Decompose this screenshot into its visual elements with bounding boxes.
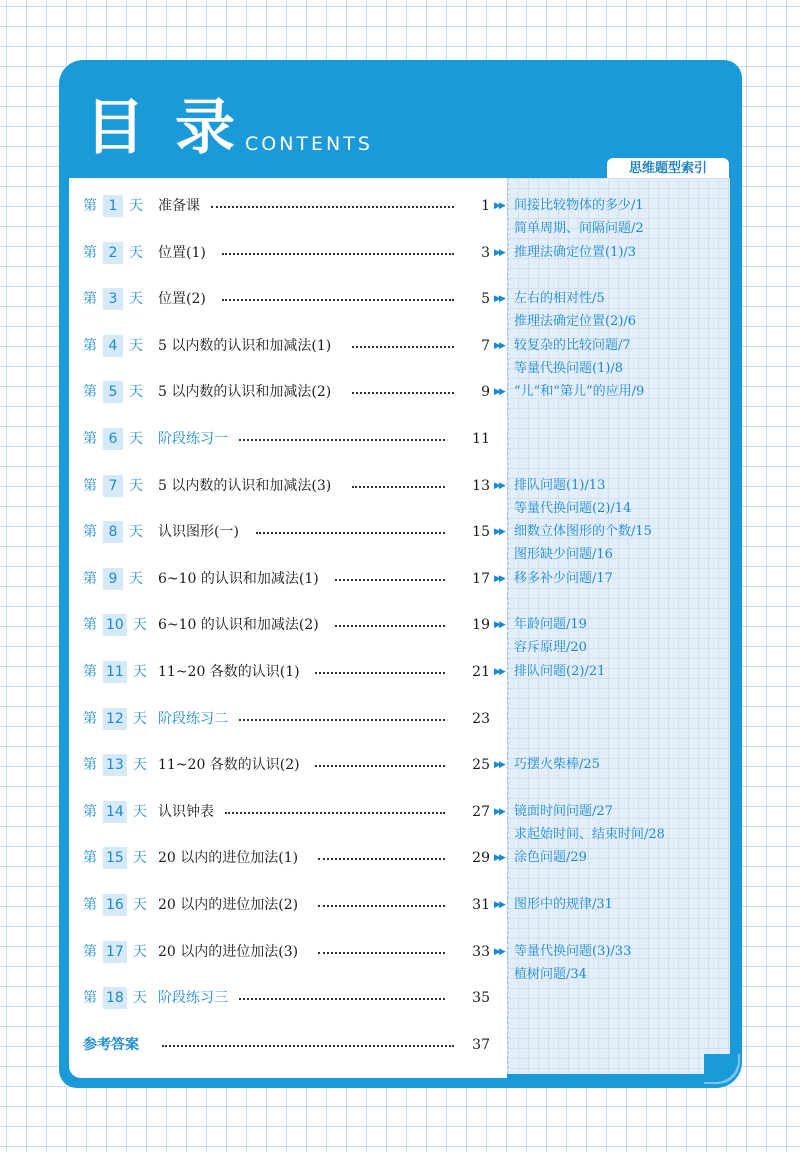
toc-row[interactable] [0, 987, 800, 1009]
arrow-icon: ▶▶ [494, 760, 504, 770]
day-number: 13 [103, 754, 127, 776]
day-prefix: 第 [83, 897, 97, 913]
day-number: 18 [103, 987, 127, 1009]
lesson-title: 11~20 各数的认识(2) [158, 757, 300, 773]
day-label [83, 847, 147, 869]
dot-leader [352, 486, 445, 488]
index-tag: 思维题型索引 [607, 158, 729, 180]
day-prefix: 第 [83, 711, 97, 727]
arrow-icon: ▶▶ [494, 341, 504, 351]
day-label [83, 381, 143, 403]
toc-row[interactable] [0, 521, 800, 562]
day-prefix: 第 [83, 757, 97, 773]
day-suffix: 天 [129, 384, 143, 400]
dot-leader [318, 952, 445, 954]
day-label [83, 801, 147, 823]
arrow-icon: ▶▶ [494, 667, 504, 677]
day-prefix: 第 [83, 850, 97, 866]
day-number: 2 [103, 242, 123, 264]
day-label [83, 754, 147, 776]
dot-leader [162, 1045, 454, 1047]
day-suffix: 天 [132, 617, 147, 633]
day-suffix: 天 [132, 897, 147, 913]
day-prefix: 第 [83, 571, 97, 587]
lesson-title: 20 以内的进位加法(1) [158, 850, 299, 866]
dot-leader [239, 998, 445, 1000]
page-curl-icon [704, 1054, 740, 1084]
arrow-icon: ▶▶ [494, 900, 504, 910]
page-number: 37 [472, 1037, 490, 1053]
lesson-title: 阶段练习三 [158, 990, 228, 1006]
lesson-title: 20 以内的进位加法(2) [158, 897, 299, 913]
dot-leader [335, 625, 445, 627]
day-label [83, 614, 147, 636]
lesson-title: 准备课 [158, 198, 200, 214]
page-subtitle: CONTENTS [245, 133, 373, 155]
arrow-icon: ▶▶ [494, 620, 504, 630]
index-topic[interactable]: 求起始时间、结束时间/28 [514, 827, 665, 842]
day-label [83, 708, 147, 730]
page-number: 29 [472, 850, 490, 866]
day-suffix: 天 [129, 524, 143, 540]
answers-label: 参考答案 [83, 1037, 139, 1053]
day-suffix: 天 [129, 338, 143, 354]
toc-row[interactable] [0, 335, 800, 376]
arrow-icon: ▶▶ [494, 481, 504, 491]
day-suffix: 天 [132, 804, 147, 820]
dot-leader [318, 858, 445, 860]
day-label [83, 987, 147, 1009]
page-number: 33 [472, 944, 490, 960]
day-prefix: 第 [83, 944, 97, 960]
toc-row[interactable] [0, 475, 800, 516]
day-prefix: 第 [83, 431, 97, 447]
day-number: 1 [103, 195, 123, 217]
index-topic[interactable]: 较复杂的比较问题/7 [514, 338, 631, 353]
day-suffix: 天 [132, 990, 147, 1006]
day-prefix: 第 [83, 245, 97, 261]
toc-row[interactable] [0, 614, 800, 655]
arrow-icon: ▶▶ [494, 201, 504, 211]
dot-leader [256, 532, 445, 534]
lesson-title: 阶段练习二 [158, 711, 228, 727]
day-prefix: 第 [83, 198, 97, 214]
day-number: 5 [103, 381, 123, 403]
day-label [83, 195, 143, 217]
page-number: 9 [481, 384, 490, 400]
day-label [83, 568, 143, 590]
page-number: 21 [472, 664, 490, 680]
page-number: 1 [481, 198, 490, 214]
day-suffix: 天 [132, 944, 147, 960]
day-number: 10 [103, 614, 127, 636]
lesson-title: 5 以内数的认识和加减法(2) [158, 384, 332, 400]
arrow-icon: ▶▶ [494, 807, 504, 817]
day-prefix: 第 [83, 804, 97, 820]
index-topic[interactable]: 排队问题(2)/21 [514, 664, 606, 679]
index-topic[interactable]: 间接比较物体的多少/1 [514, 198, 644, 213]
day-prefix: 第 [83, 291, 97, 307]
dot-leader [315, 672, 445, 674]
page-number: 7 [481, 338, 490, 354]
dot-leader [225, 812, 445, 814]
toc-row[interactable] [0, 381, 800, 403]
day-number: 16 [103, 894, 127, 916]
day-prefix: 第 [83, 664, 97, 680]
dot-leader [211, 206, 454, 208]
day-label [83, 521, 143, 543]
page-number: 25 [472, 757, 490, 773]
index-topic[interactable]: 容斥原理/20 [514, 640, 587, 655]
dot-leader [239, 719, 445, 721]
page-title: 目录 [85, 93, 265, 163]
toc-row[interactable] [0, 941, 800, 982]
day-suffix: 天 [129, 245, 143, 261]
arrow-icon: ▶▶ [494, 853, 504, 863]
day-suffix: 天 [132, 850, 147, 866]
index-topic[interactable]: 图形缺少问题/16 [514, 547, 613, 562]
index-topic[interactable]: 移多补少问题/17 [514, 571, 613, 586]
day-suffix: 天 [129, 431, 143, 447]
page-number: 19 [472, 617, 490, 633]
page-number: 27 [472, 804, 490, 820]
day-number: 8 [103, 521, 123, 543]
day-label [83, 661, 147, 683]
day-number: 14 [103, 801, 127, 823]
toc-row[interactable] [0, 754, 800, 776]
index-topic[interactable]: 推理法确定位置(2)/6 [514, 314, 637, 329]
lesson-title: 认识钟表 [158, 804, 214, 820]
arrow-icon: ▶▶ [494, 574, 504, 584]
day-number: 12 [103, 708, 127, 730]
toc-row[interactable] [0, 195, 800, 236]
day-number: 4 [103, 335, 123, 357]
day-label [83, 894, 147, 916]
index-topic[interactable]: 左右的相对性/5 [514, 291, 605, 306]
day-prefix: 第 [83, 990, 97, 1006]
index-topic[interactable]: 植树问题/34 [514, 967, 587, 982]
answers-row[interactable] [0, 1034, 800, 1056]
page-number: 23 [472, 711, 490, 727]
day-prefix: 第 [83, 524, 97, 540]
dot-leader [239, 439, 445, 441]
page-number: 35 [472, 990, 490, 1006]
lesson-title: 阶段练习一 [158, 431, 228, 447]
lesson-title: 位置(1) [158, 245, 206, 261]
day-label [83, 288, 143, 310]
day-label [83, 941, 147, 963]
dot-leader [352, 392, 454, 394]
day-suffix: 天 [132, 757, 147, 773]
dot-leader [222, 299, 454, 301]
lesson-title: 6~10 的认识和加减法(2) [158, 617, 319, 633]
day-suffix: 天 [129, 571, 143, 587]
lesson-title: 6~10 的认识和加减法(1) [158, 571, 319, 587]
lesson-title: 认识图形(一) [158, 524, 239, 540]
arrow-icon: ▶▶ [494, 294, 504, 304]
index-topic[interactable]: 巧摆火柴棒/25 [514, 757, 600, 772]
index-topic[interactable]: 镜面时间问题/27 [514, 804, 613, 819]
arrow-icon: ▶▶ [494, 947, 504, 957]
page-number: 17 [472, 571, 490, 587]
day-label [83, 475, 143, 497]
index-topic[interactable]: 细数立体图形的个数/15 [514, 524, 652, 539]
day-number: 17 [103, 941, 127, 963]
page-number: 11 [472, 431, 490, 447]
index-topic[interactable]: 等量代换问题(1)/8 [514, 361, 624, 376]
toc-row[interactable] [0, 568, 800, 590]
dot-leader [318, 905, 445, 907]
day-prefix: 第 [83, 384, 97, 400]
dot-leader [315, 765, 445, 767]
arrow-icon: ▶▶ [494, 387, 504, 397]
index-topic[interactable]: 涂色问题/29 [514, 850, 587, 865]
lesson-title: 位置(2) [158, 291, 206, 307]
page-number: 13 [472, 478, 490, 494]
toc-row[interactable] [0, 242, 800, 264]
day-suffix: 天 [129, 198, 143, 214]
day-suffix: 天 [132, 664, 147, 680]
day-label [83, 242, 143, 264]
arrow-icon: ▶▶ [494, 527, 504, 537]
index-topic[interactable]: 等量代换问题(2)/14 [514, 501, 632, 516]
dot-leader [335, 579, 445, 581]
day-label [83, 335, 143, 357]
day-number: 3 [103, 288, 123, 310]
lesson-title: 20 以内的进位加法(3) [158, 944, 299, 960]
toc-row[interactable] [0, 847, 800, 869]
day-prefix: 第 [83, 617, 97, 633]
lesson-title: 5 以内数的认识和加减法(3) [158, 478, 332, 494]
toc-row[interactable] [0, 894, 800, 916]
toc-row[interactable] [0, 708, 800, 730]
dot-leader [222, 253, 454, 255]
day-number: 7 [103, 475, 123, 497]
page-number: 15 [472, 524, 490, 540]
dot-leader [352, 346, 454, 348]
day-number: 15 [103, 847, 127, 869]
lesson-title: 11~20 各数的认识(1) [158, 664, 300, 680]
page-number: 3 [481, 245, 490, 261]
day-number: 6 [103, 428, 123, 450]
page-number: 5 [481, 291, 490, 307]
day-prefix: 第 [83, 478, 97, 494]
arrow-icon: ▶▶ [494, 248, 504, 258]
index-topic[interactable]: 图形中的规律/31 [514, 897, 613, 912]
day-label [83, 428, 143, 450]
lesson-title: 5 以内数的认识和加减法(1) [158, 338, 332, 354]
toc-row[interactable] [0, 661, 800, 683]
day-prefix: 第 [83, 338, 97, 354]
toc-row[interactable] [0, 288, 800, 329]
day-number: 11 [103, 661, 127, 683]
index-topic[interactable]: “儿”和“第儿”的应用/9 [514, 384, 645, 399]
day-suffix: 天 [132, 711, 147, 727]
page-number: 31 [472, 897, 490, 913]
toc-row[interactable] [0, 428, 800, 450]
index-topic[interactable]: 年龄问题/19 [514, 617, 587, 632]
day-number: 9 [103, 568, 123, 590]
index-topic[interactable]: 排队问题(1)/13 [514, 478, 606, 493]
day-suffix: 天 [129, 478, 143, 494]
index-topic[interactable]: 等量代换问题(3)/33 [514, 944, 632, 959]
day-suffix: 天 [129, 291, 143, 307]
index-topic[interactable]: 推理法确定位置(1)/3 [514, 245, 637, 260]
index-topic[interactable]: 简单周期、间隔问题/2 [514, 221, 644, 236]
toc-row[interactable] [0, 801, 800, 842]
